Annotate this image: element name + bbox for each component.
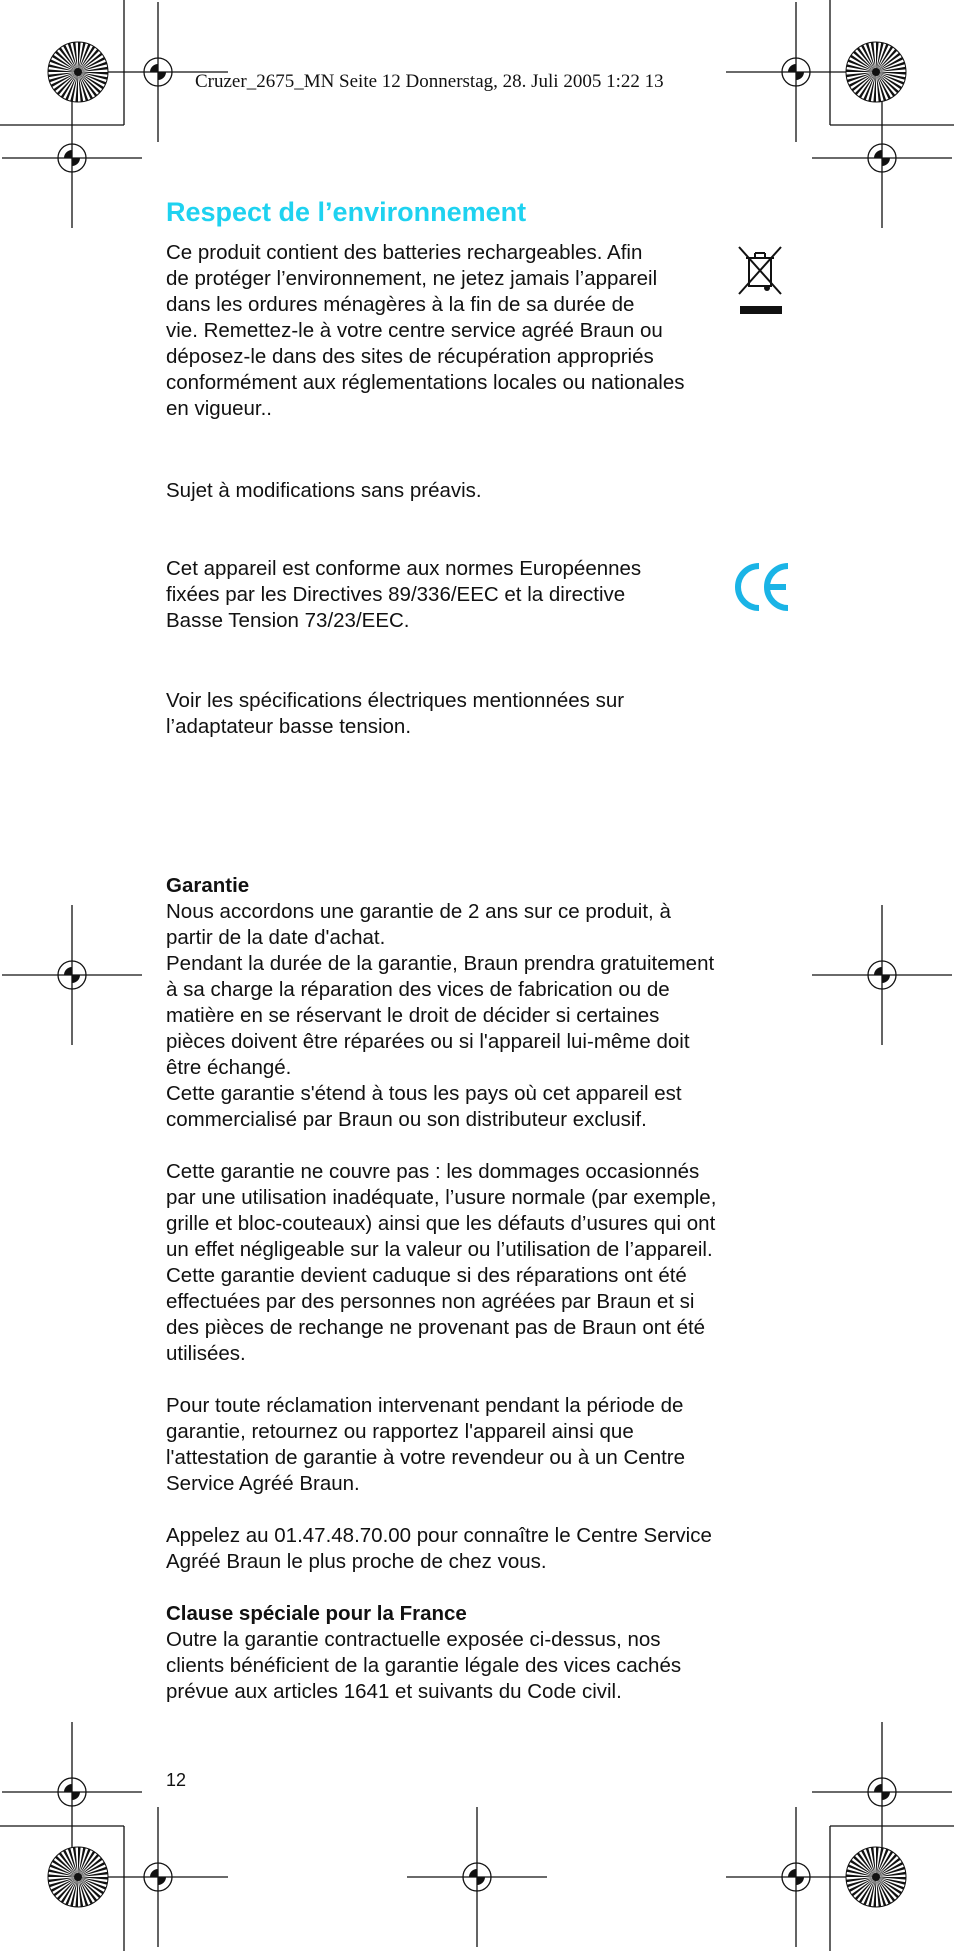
text-line: Cette garantie devient caduque si des réparations ont été [166,1264,687,1287]
environment-paragraph [166,240,685,422]
text-line: grille et bloc-couteaux) ainsi que les défauts d’usures qui ont [166,1212,716,1235]
starburst [846,1847,906,1907]
text-line: Nous accordons une garantie de 2 ans sur ce produit, à [166,900,671,923]
text-line: Basse Tension 73/23/EEC. [166,609,410,632]
text-line: Cette garantie s'étend à tous les pays où cet appareil est [166,1082,682,1105]
text-line: partir de la date d'achat. [166,926,386,949]
text-line: clients bénéficient de la garantie légale des vices cachés [166,1654,682,1677]
paragraph-gap [166,1497,806,1523]
text-line: prévue aux articles 1641 et suivants du Code civil. [166,1680,622,1703]
text-line: conformément aux réglementations locales ou nationales [166,371,685,394]
clause-heading: Clause spéciale pour la France [166,1602,467,1625]
text-line: Pour toute réclamation intervenant pendant la période de [166,1394,684,1417]
text-line: par une utilisation inadéquate, l’usure normale (par exemple, [166,1186,717,1209]
text-line: commercialisé par Braun ou son distributeur exclusif. [166,1108,647,1131]
text-line: à sa charge la réparation des vices de fabrication ou de [166,978,670,1001]
paragraph-gap [166,1367,806,1393]
text-line: Ce produit contient des batteries rechargeables. Afin [166,241,643,264]
starburst [846,42,906,102]
starburst [48,1847,108,1907]
text-line: vie. Remettez-le à votre centre service agréé Braun ou [166,319,663,342]
page-number: 12 [166,1770,187,1790]
paragraph-gap [166,1575,806,1601]
text-line: l'attestation de garantie à votre revendeur ou à un Centre [166,1446,686,1469]
text-line: Cette garantie ne couvre pas : les dommages occasionnés [166,1160,700,1183]
text-line: Service Agréé Braun. [166,1472,360,1495]
ce-mark-icon [734,560,792,614]
starburst [48,42,108,102]
text-line: Agréé Braun le plus proche de chez vous. [166,1550,547,1573]
text-line: dans les ordures ménagères à la fin de sa durée de [166,293,635,316]
text-line: Outre la garantie contractuelle exposée ci-dessus, nos [166,1628,661,1651]
text-line: en vigueur.. [166,397,272,420]
crossed-out-wheelie-bin-icon [736,244,786,320]
ce-conformity-paragraph [166,556,641,634]
text-line: Pendant la durée de la garantie, Braun prendra gratuitement [166,952,715,975]
text-line: garantie, retournez ou rapportez l'appareil ainsi que [166,1420,634,1443]
section-title: Respect de l’environnement [166,197,527,227]
text-line: pièces doivent être réparées ou si l'appareil lui-même doit [166,1030,690,1053]
text-line: fixées par les Directives 89/336/EEC et la directive [166,583,626,606]
text-line: un effet négligeable sur la valeur ou l’utilisation de l’appareil. [166,1238,713,1261]
text-line: de protéger l’environnement, ne jetez jamais l’appareil [166,267,658,290]
text-line: être échangé. [166,1056,292,1079]
text-line: l’adaptateur basse tension. [166,715,412,738]
text-line: des pièces de rechange ne provenant pas de Braun ont été [166,1316,706,1339]
text-line: déposez-le dans des sites de récupération appropriés [166,345,654,368]
text-line: matière en se réservant le droit de décider si certaines [166,1004,660,1027]
text-line: Voir les spécifications électriques mentionnées sur [166,689,625,712]
running-head: Cruzer_2675_MN Seite 12 Donnerstag, 28. Juli 2005 1:22 13 [195,71,664,92]
warranty-section [166,873,806,1705]
text-line: Cet appareil est conforme aux normes Européennes [166,557,642,580]
paragraph-gap [166,1133,806,1159]
text-line: utilisées. [166,1342,246,1365]
text-line: effectuées par des personnes non agréées par Braun et si [166,1290,695,1313]
change-notice: Sujet à modifications sans préavis. [166,479,482,502]
warranty-heading: Garantie [166,874,250,897]
specification-paragraph [166,688,624,740]
text-line: Appelez au 01.47.48.70.00 pour connaître le Centre Service [166,1524,712,1547]
